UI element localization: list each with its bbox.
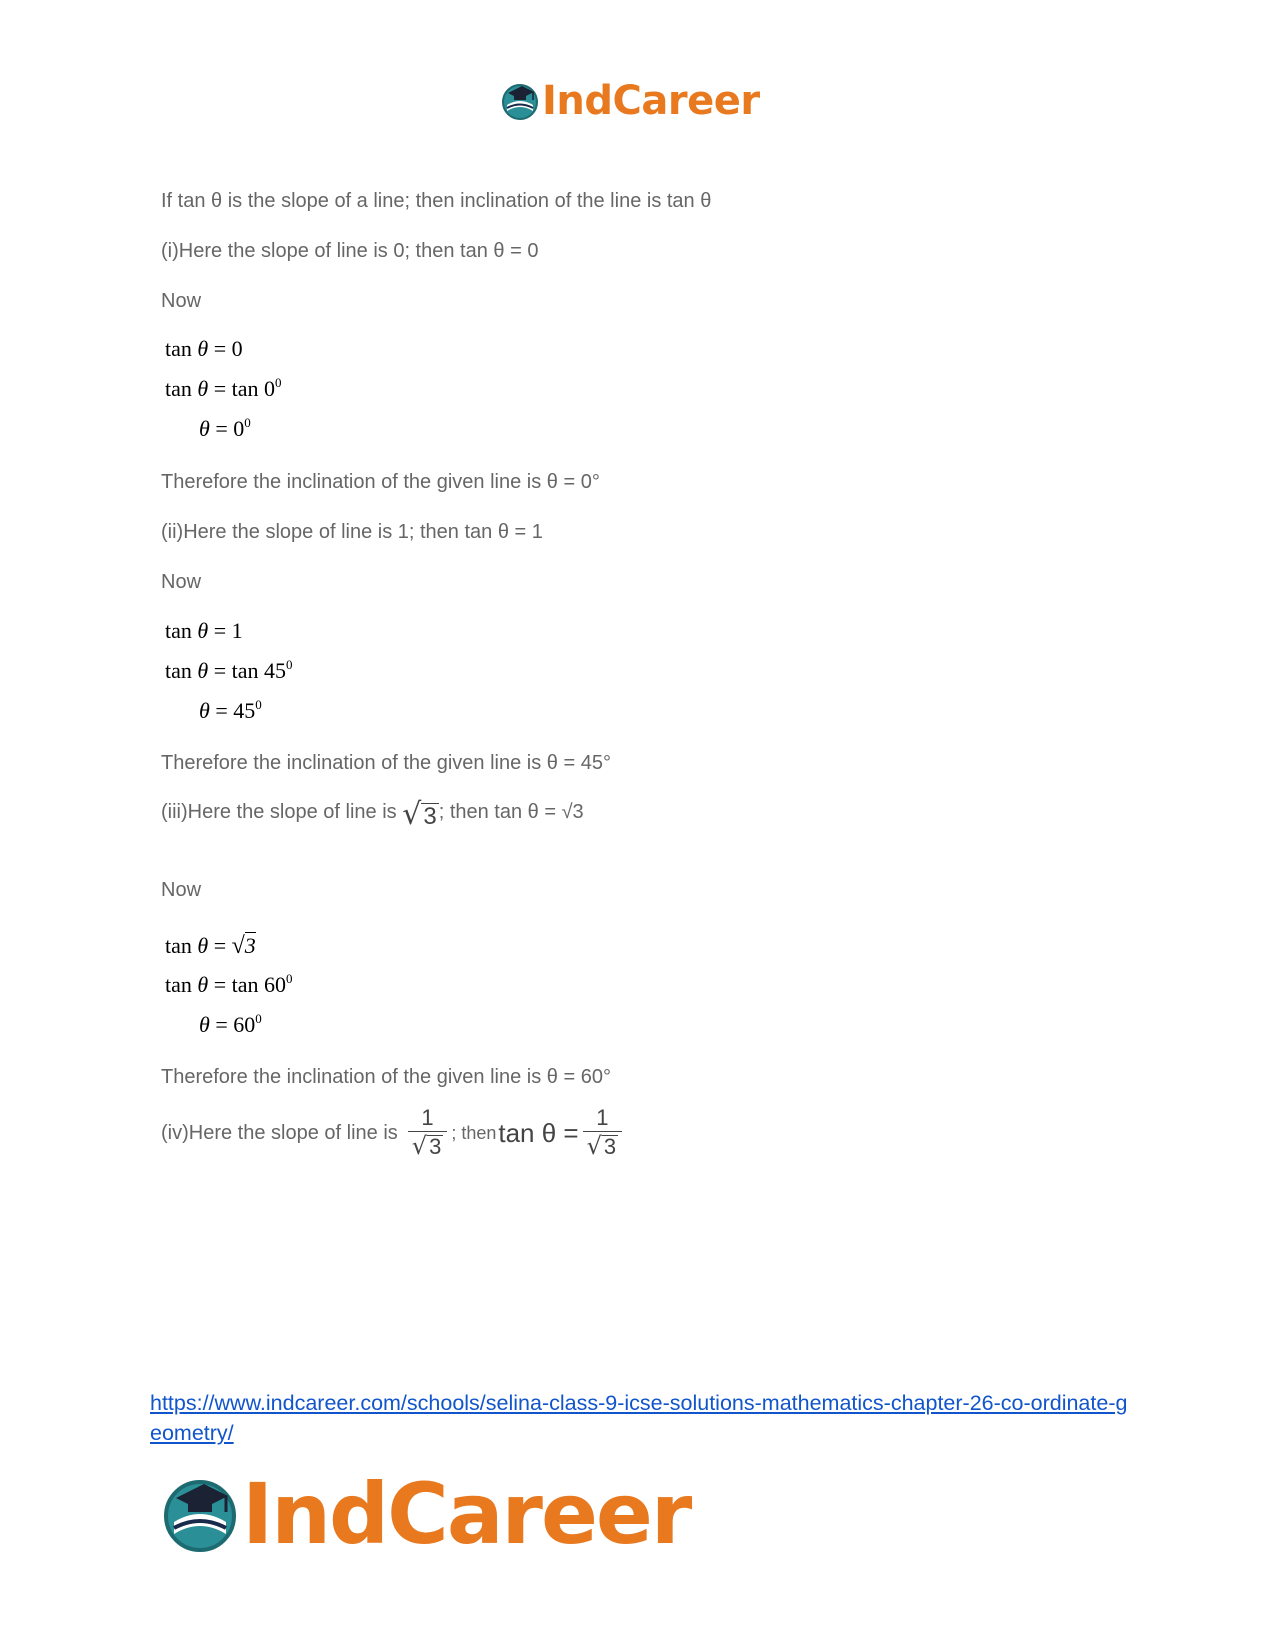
intro-text: If tan θ is the slope of a line; then inclination of the line is tan θ <box>161 190 712 212</box>
part-iii-eq1: tan θ = √ 3 <box>165 933 256 959</box>
fraction-one-over-root-three-rhs: 1 √ 3 <box>583 1105 623 1160</box>
graduation-book-icon <box>500 81 540 121</box>
part-i-eq3: $\theta = 0^0$ <box>199 415 251 441</box>
part-ii-conclusion: Therefore the inclination of the given line is θ = 45° <box>161 752 611 774</box>
sqrt-expression: √ 3 <box>402 797 437 832</box>
graduation-book-icon <box>160 1474 240 1554</box>
part-iii-eq2: $\tan \theta = \tan 60^0$ <box>165 971 293 997</box>
part-ii-eq3: $\theta = 45^0$ <box>199 697 262 723</box>
logo-wordmark: IndCareer <box>542 78 760 124</box>
footer-logo <box>160 1465 690 1563</box>
fraction-one-over-root-three: 1 √ 3 <box>408 1105 448 1160</box>
part-iv-statement: (iv)Here the slope of line is 1 √ 3 ; then tan θ = 1 √ 3 <box>161 1105 626 1160</box>
part-iii-eq3: $\theta = 60^0$ <box>199 1011 262 1037</box>
part-ii-statement: (ii)Here the slope of line is 1; then tan θ = 1 <box>161 521 543 543</box>
part-ii-eq2: $\tan \theta = \tan 45^0$ <box>165 657 293 683</box>
part-ii-eq1: tan θ = 1 <box>165 618 243 643</box>
part-iii-conclusion: Therefore the inclination of the given line is θ = 60° <box>161 1066 611 1088</box>
part-i-statement: (i)Here the slope of line is 0; then tan θ = 0 <box>161 240 539 262</box>
header-logo <box>500 78 760 124</box>
part-ii-now: Now <box>161 571 202 593</box>
part-i-now: Now <box>161 290 202 312</box>
source-url-link[interactable]: https://www.indcareer.com/schools/selina-class-9-icse-solutions-mathematics-chapter-26-co-ordinate-geometry/ <box>150 1391 1128 1445</box>
part-i-eq2: $\tan \theta = \tan 0^0$ <box>165 375 282 401</box>
part-iii-now: Now <box>161 879 202 901</box>
part-iii-statement: (iii)Here the slope of line is √ 3 ; then tan θ = √3 <box>161 797 584 832</box>
part-i-eq1: tan θ = 0 <box>165 336 243 361</box>
part-i-conclusion: Therefore the inclination of the given line is θ = 0° <box>161 471 600 493</box>
logo-wordmark: IndCareer <box>242 1465 691 1563</box>
